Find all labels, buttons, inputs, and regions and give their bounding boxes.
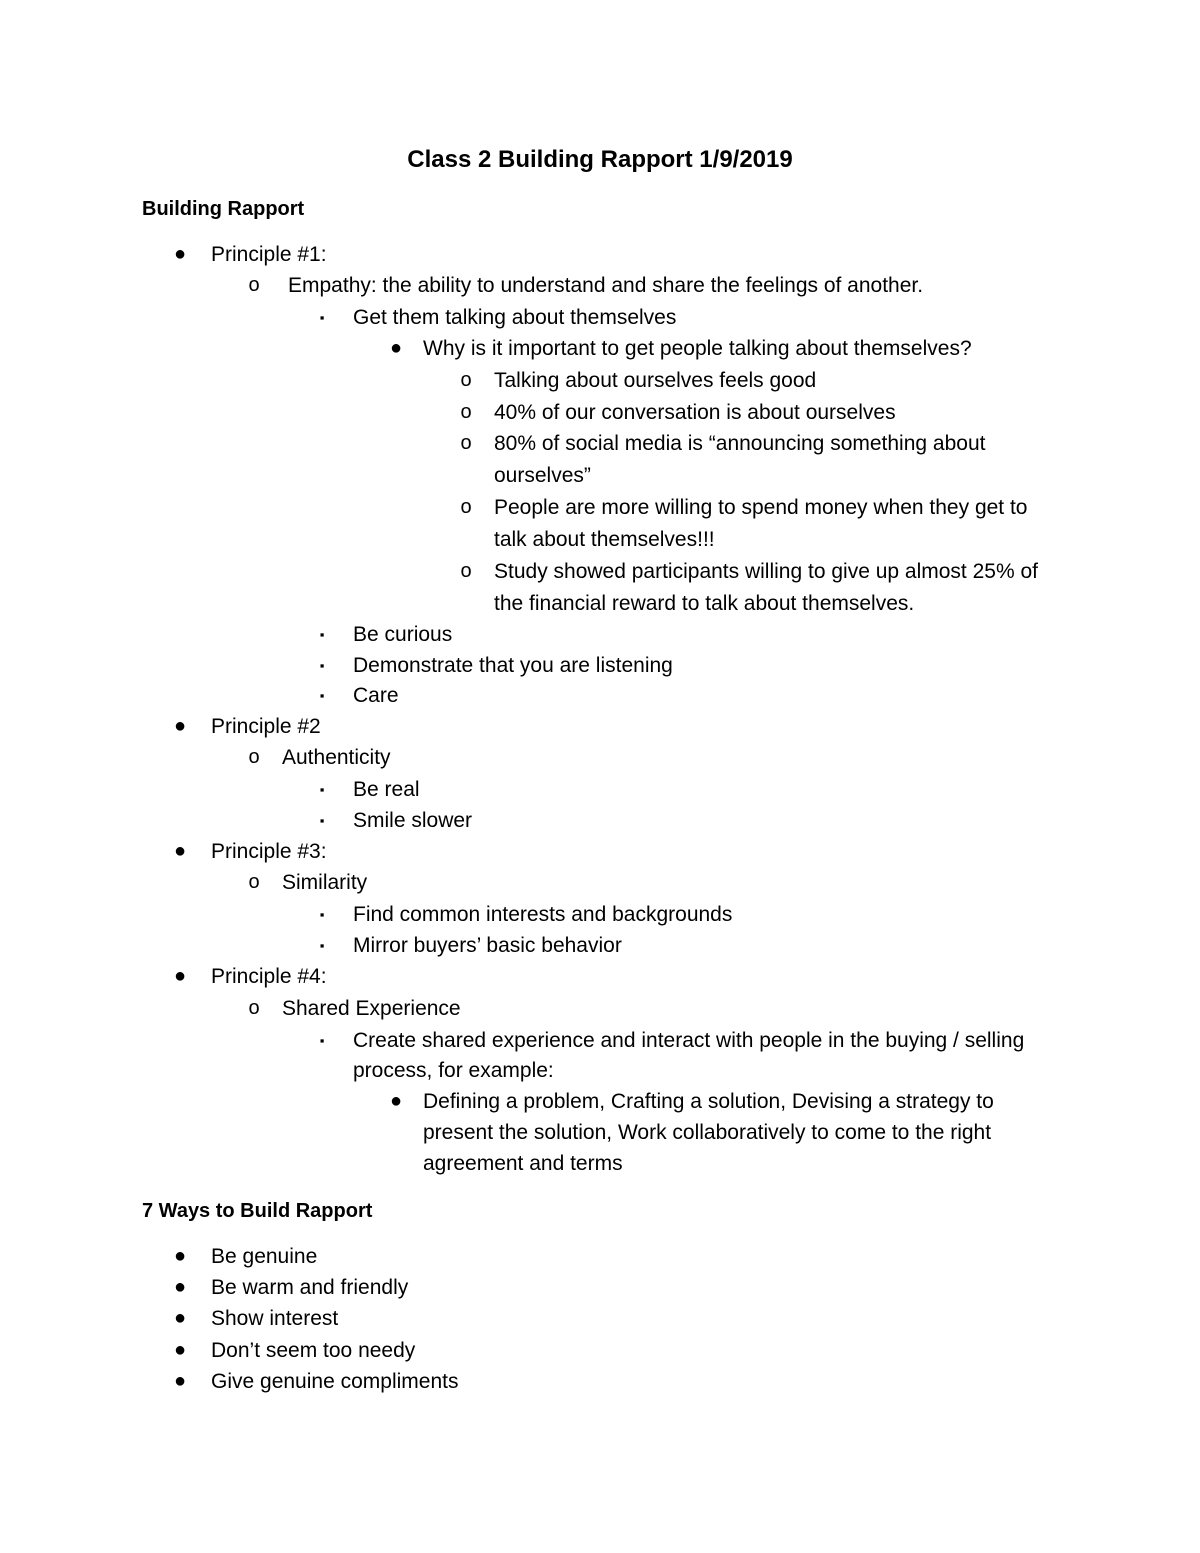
- square-bullet-icon: ▪: [319, 907, 325, 922]
- square-bullet-icon: ▪: [319, 813, 325, 828]
- list-item: Give genuine compliments: [211, 1370, 459, 1393]
- list-item: 40% of our conversation is about ourselves: [494, 401, 896, 424]
- list-item-continuation: the financial reward to talk about themselves.: [494, 592, 915, 615]
- circle-bullet-icon: o: [460, 401, 472, 423]
- list-item: Mirror buyers’ basic behavior: [353, 934, 622, 957]
- disc-bullet-icon: ●: [173, 715, 187, 737]
- document-title: Class 2 Building Rapport 1/9/2019: [407, 146, 793, 173]
- list-item: Find common interests and backgrounds: [353, 903, 733, 926]
- list-item: Don’t seem too needy: [211, 1339, 416, 1362]
- list-item: Smile slower: [353, 809, 473, 832]
- list-item: Be warm and friendly: [211, 1276, 409, 1299]
- disc-bullet-icon: ●: [389, 337, 403, 359]
- list-item: Shared Experience: [282, 997, 461, 1020]
- circle-bullet-icon: o: [248, 997, 260, 1019]
- principle-2-label: Principle #2: [211, 715, 321, 738]
- square-bullet-icon: ▪: [319, 310, 325, 325]
- circle-bullet-icon: o: [460, 560, 472, 582]
- square-bullet-icon: ▪: [319, 782, 325, 797]
- circle-bullet-icon: o: [460, 369, 472, 391]
- disc-bullet-icon: ●: [173, 1370, 187, 1392]
- principle-3-label: Principle #3:: [211, 840, 327, 863]
- disc-bullet-icon: ●: [389, 1090, 403, 1112]
- list-item-continuation: agreement and terms: [423, 1152, 623, 1175]
- square-bullet-icon: ▪: [319, 1033, 325, 1048]
- disc-bullet-icon: ●: [173, 1307, 187, 1329]
- list-item: Show interest: [211, 1307, 339, 1330]
- list-item-continuation: present the solution, Work collaboratively to come to the right: [423, 1121, 992, 1144]
- list-item: Be curious: [353, 623, 453, 646]
- disc-bullet-icon: ●: [173, 243, 187, 265]
- disc-bullet-icon: ●: [173, 1339, 187, 1361]
- section-heading-building-rapport: Building Rapport: [142, 198, 305, 220]
- list-item: Get them talking about themselves: [353, 306, 677, 329]
- list-item: Defining a problem, Crafting a solution, Devising a strategy to: [423, 1090, 994, 1113]
- disc-bullet-icon: ●: [173, 1276, 187, 1298]
- list-item: People are more willing to spend money when they get to: [494, 496, 1028, 519]
- list-item: Be real: [353, 778, 420, 801]
- list-item: 80% of social media is “announcing something about: [494, 432, 986, 455]
- principle-1-label: Principle #1:: [211, 243, 327, 266]
- list-item: Care: [353, 684, 399, 707]
- list-item: Similarity: [282, 871, 368, 894]
- circle-bullet-icon: o: [460, 496, 472, 518]
- list-item-continuation: talk about themselves!!!: [494, 528, 715, 551]
- list-item: Study showed participants willing to give up almost 25% of: [494, 560, 1038, 583]
- square-bullet-icon: ▪: [319, 658, 325, 673]
- list-item: Talking about ourselves feels good: [494, 369, 817, 392]
- empathy-definition: Empathy: the ability to understand and share the feelings of another.: [288, 274, 924, 297]
- square-bullet-icon: ▪: [319, 627, 325, 642]
- disc-bullet-icon: ●: [173, 965, 187, 987]
- circle-bullet-icon: o: [460, 432, 472, 454]
- square-bullet-icon: ▪: [319, 938, 325, 953]
- circle-bullet-icon: o: [248, 746, 260, 768]
- list-item: Demonstrate that you are listening: [353, 654, 673, 677]
- principle-4-label: Principle #4:: [211, 965, 327, 988]
- disc-bullet-icon: ●: [173, 840, 187, 862]
- disc-bullet-icon: ●: [173, 1245, 187, 1267]
- list-item: Authenticity: [282, 746, 391, 769]
- list-item-continuation: process, for example:: [353, 1059, 554, 1082]
- list-item: Create shared experience and interact with people in the buying / selling: [353, 1029, 1025, 1052]
- section-heading-7-ways: 7 Ways to Build Rapport: [142, 1200, 373, 1222]
- list-item-continuation: ourselves”: [494, 464, 591, 487]
- list-item: Be genuine: [211, 1245, 318, 1268]
- circle-bullet-icon: o: [248, 871, 260, 893]
- list-item: Why is it important to get people talking about themselves?: [423, 337, 972, 360]
- circle-bullet-icon: o: [248, 274, 260, 296]
- square-bullet-icon: ▪: [319, 688, 325, 703]
